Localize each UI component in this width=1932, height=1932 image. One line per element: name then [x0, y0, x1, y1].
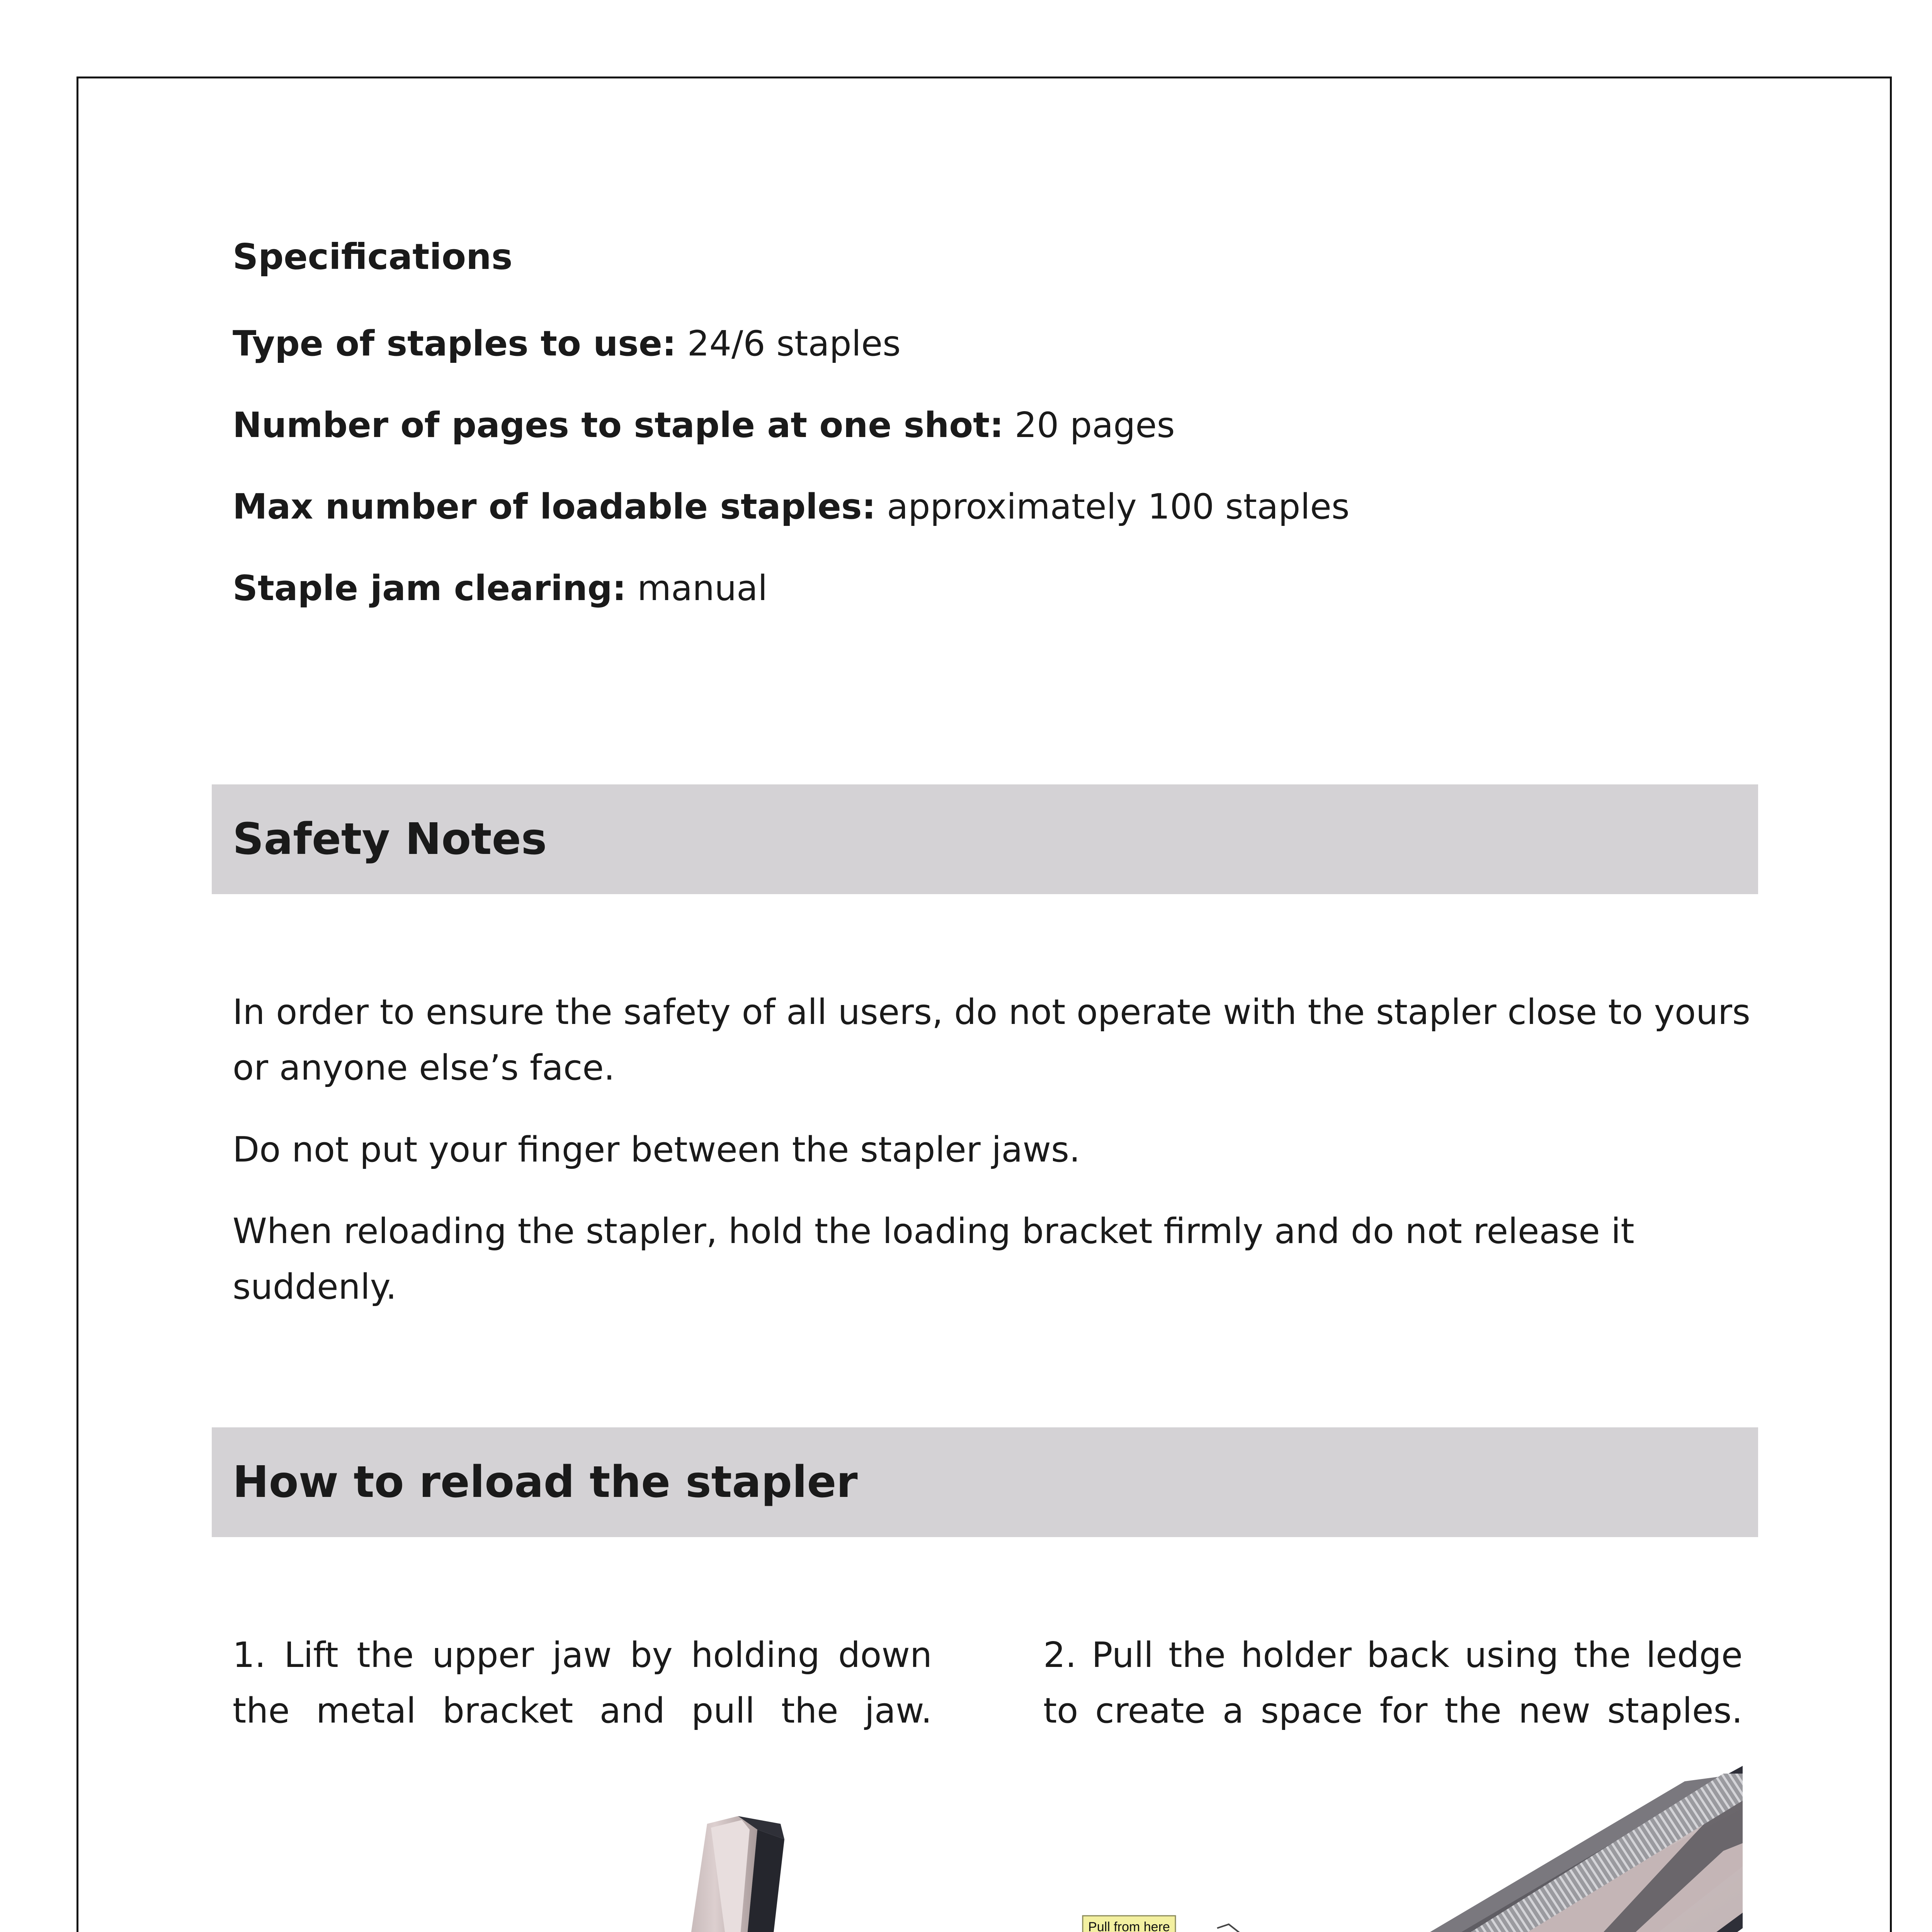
spec-value: manual — [637, 568, 768, 609]
safety-notes-heading: Safety Notes — [233, 814, 547, 864]
specifications-title: Specifications — [233, 236, 513, 277]
pull-from-here-callout: Pull from here — [1088, 1920, 1170, 1932]
step-1-text: 1. Lift the upper jaw by holding down the metal bracket and pull the jaw. — [233, 1635, 932, 1731]
spec-staple-type — [233, 319, 901, 369]
reload-heading: How to reload the stapler — [233, 1457, 858, 1507]
spec-label: Staple jam clearing: — [233, 568, 626, 609]
spec-label: Number of pages to staple at one shot: — [233, 405, 1004, 446]
safety-notes-header — [212, 784, 1758, 894]
safety-paragraph: In order to ensure the safety of all users, do not operate with the stapler close to yours or anyone else’s face. — [233, 992, 1750, 1088]
stapler-holder-pull-illustration — [1066, 1766, 1743, 1932]
safety-paragraph: When reloading the stapler, hold the loading bracket firmly and do not release it suddenly. — [233, 1211, 1634, 1307]
spec-value: approximately 100 staples — [887, 486, 1350, 527]
reload-header — [212, 1427, 1758, 1537]
spec-value: 24/6 staples — [687, 323, 901, 364]
spec-value: 20 pages — [1014, 405, 1175, 446]
spec-max-staples — [233, 482, 1350, 532]
spec-label: Max number of loadable staples: — [233, 486, 876, 527]
safety-paragraph: Do not put your finger between the stapler jaws. — [233, 1129, 1080, 1170]
spec-label: Type of staples to use: — [233, 323, 676, 364]
step-2-text: 2. Pull the holder back using the ledge to create a space for the new staples. — [1043, 1635, 1743, 1731]
spec-pages-per-shot — [233, 400, 1175, 451]
spec-jam-clearing — [233, 563, 767, 614]
stapler-open-jaw-illustration — [340, 1793, 850, 1932]
